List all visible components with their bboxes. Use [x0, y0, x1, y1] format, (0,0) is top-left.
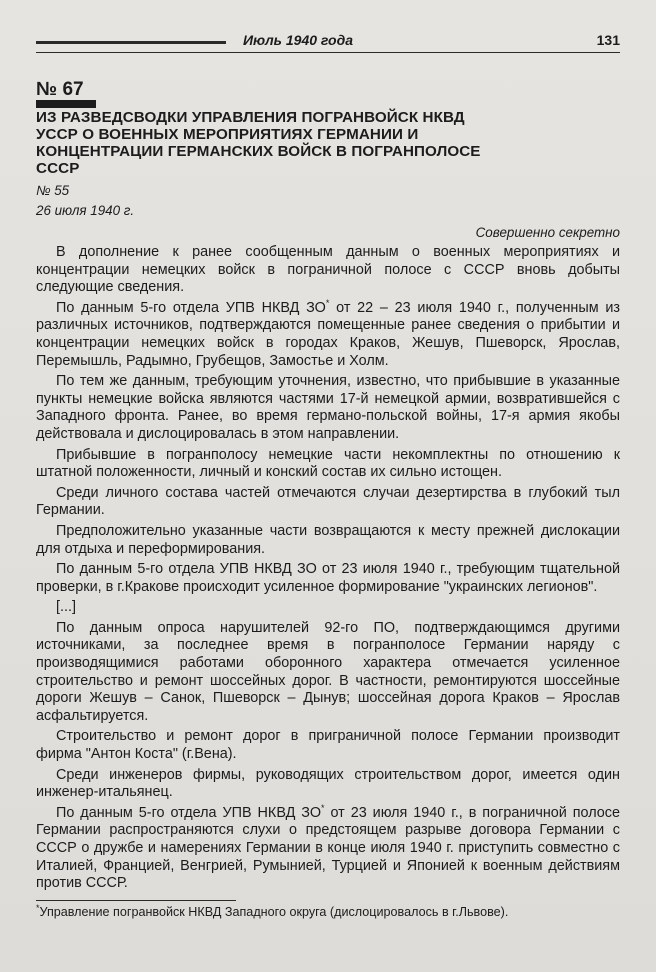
paragraph: Предположительно указанные части возвращаются к месту прежней дислокации для отдыха и переформирования. [36, 522, 620, 557]
paragraph: По данным 5-го отдела УПВ НКВД ЗО* от 23 июля 1940 г., в пограничной полосе Германии распространяются слухи о предстоящем разрыве договора Германии с СССР о дружбе и намерениях Германии в конце июля 1940 г. приступить совместно с Италией, Францией, Венгрией, Румынией, Турцией и Японией к военным действиям против СССР. [36, 803, 620, 892]
footnote [36, 902, 620, 920]
omission-mark: [...] [56, 599, 76, 616]
document-title: ИЗ РАЗВЕДСВОДКИ УПРАВЛЕНИЯ ПОГРАНВОЙСК НКВД УССР О ВОЕННЫХ МЕРОПРИЯТИЯХ ГЕРМАНИИ И КОНЦЕНТРАЦИИ ГЕРМАНСКИХ ВОЙСК В ПОГРАНПОЛОСЕ СССР [36, 109, 481, 177]
document-number: № 67 [36, 79, 84, 100]
page-number: 131 [596, 32, 620, 48]
footnote-text: Управление погранвойск НКВД Западного округа (дислоцировалось в г.Львове). [39, 905, 509, 919]
document-body [36, 244, 620, 896]
footnote-marker: * [36, 902, 40, 913]
footnote-rule [36, 900, 236, 901]
footnote-marker: * [321, 803, 325, 814]
running-header [36, 30, 620, 53]
paragraph: В дополнение к ранее сообщенным данным о военных мероприятиях и концентрации немецких войск в пограничной полосе с СССР вновь добыты следующие сведения. [36, 244, 620, 296]
document-number-bar [36, 100, 96, 108]
paragraph: Среди личного состава частей отмечаются случаи дезертирства в глубокий тыл Германии. [36, 484, 620, 519]
paragraph: По данным опроса нарушителей 92-го ПО, подтверждающимся другими источниками, за последнее время в погранполосе Германии наряду с производящимися работами оборонного характера отмечается усиленное строительство и ремонт шоссейных дорог. В частности, ремонтируются шоссейные дороги Жешув – Санок, Пшеворск – Дынув; шоссейная дорога Краков – Ярослав асфальтируется. [36, 619, 620, 724]
issue-number: № 55 [36, 183, 70, 198]
running-title: Июль 1940 года [242, 32, 354, 48]
classification-stamp: Совершенно секретно [475, 225, 620, 240]
document-date: 26 июля 1940 г. [36, 203, 135, 218]
paragraph: По тем же данным, требующим уточнения, известно, что прибывшие в указанные пункты немецкие войска являются частями 17-й немецкой армии, возвратившейся с Западного фронта. Ранее, во время германо-польской войны, 17-я армия якобы действовала и дислоцировалась в этом направлении. [36, 373, 620, 442]
paragraph: Строительство и ремонт дорог в приграничной полосе Германии производит фирма "Антон Коста" (г.Вена). [36, 728, 620, 763]
paragraph: Прибывшие в погранполосу немецкие части некомплектны по отношению к штатной положенности, личный и конский состав их сильно истощен. [36, 446, 620, 481]
paragraph: По данным 5-го отдела УПВ НКВД ЗО* от 22 – 23 июля 1940 г., полученным из различных источников, подтверждаются помещенные ранее сведения о прибытии и концентрации немецких войск в городах Краков, Жешув, Пшеворск, Ярослав, Перемышль, Радымно, Грубещов, Замостье и Холм. [36, 297, 620, 369]
paragraph: Среди инженеров фирмы, руководящих строительством дорог, имеется один инженер-итальянец. [36, 766, 620, 801]
footnote-marker: * [325, 297, 330, 308]
paragraph: По данным 5-го отдела УПВ НКВД ЗО от 23 июля 1940 г., требующим тщательной проверки, в г.Кракове происходит усиленное формирование "украинских легионов". [36, 561, 620, 595]
